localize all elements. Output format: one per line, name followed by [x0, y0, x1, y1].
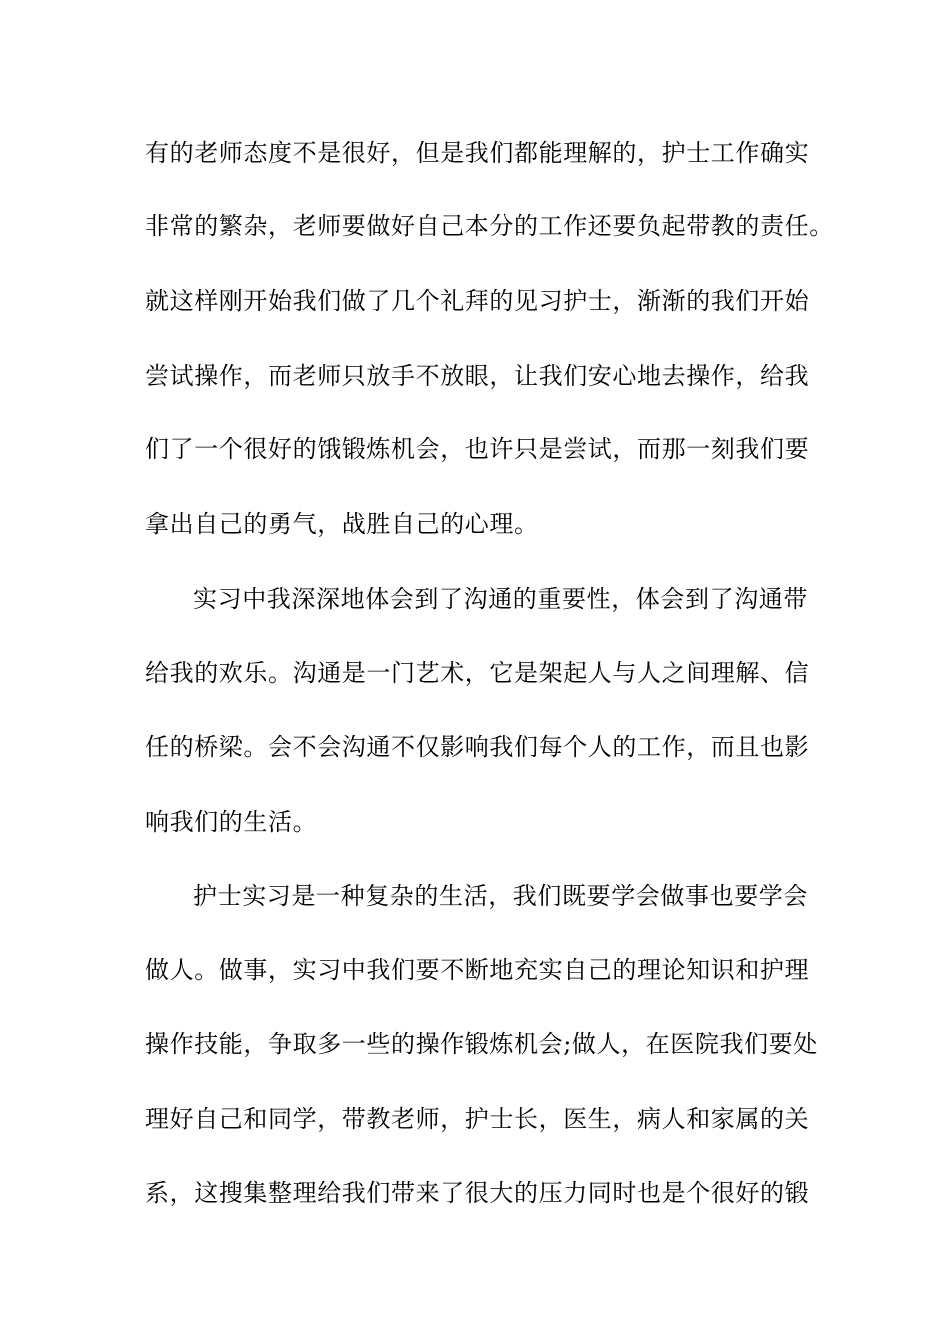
text-line-9: 任的桥梁。会不会沟通不仅影响我们每个人的工作，而且也影: [145, 733, 810, 761]
text-line-13: 操作技能，争取多一些的操作锻炼机会;做人，在医院我们要处: [145, 1030, 818, 1058]
text-line-8: 给我的欢乐。沟通是一门艺术，它是架起人与人之间理解、信: [145, 659, 810, 687]
text-line-4: 尝试操作，而老师只放手不放眼，让我们安心地去操作，给我: [145, 362, 810, 390]
text-line-2: 非常的繁杂，老师要做好自己本分的工作还要负起带教的责任。: [145, 212, 834, 240]
text-line-3: 就这样刚开始我们做了几个礼拜的见习护士，渐渐的我们开始: [145, 287, 810, 315]
text-line-14: 理好自己和同学，带教老师，护士长，医生，病人和家属的关: [145, 1105, 810, 1133]
paragraph-2-line-1: 实习中我深深地体会到了沟通的重要性，体会到了沟通带: [193, 585, 808, 613]
text-line-1: 有的老师态度不是很好，但是我们都能理解的，护士工作确实: [145, 139, 810, 167]
text-line-5: 们了一个很好的饿锻炼机会，也许只是尝试，而那一刻我们要: [145, 435, 810, 463]
text-line-12: 做人。做事，实习中我们要不断地充实自己的理论知识和护理: [145, 956, 810, 984]
text-line-15: 系，这搜集整理给我们带来了很大的压力同时也是个很好的锻: [145, 1179, 810, 1207]
paragraph-3-line-1: 护士实习是一种复杂的生活，我们既要学会做事也要学会: [193, 882, 808, 910]
text-line-6: 拿出自己的勇气，战胜自己的心理。: [145, 510, 539, 538]
text-line-10: 响我们的生活。: [145, 808, 318, 836]
